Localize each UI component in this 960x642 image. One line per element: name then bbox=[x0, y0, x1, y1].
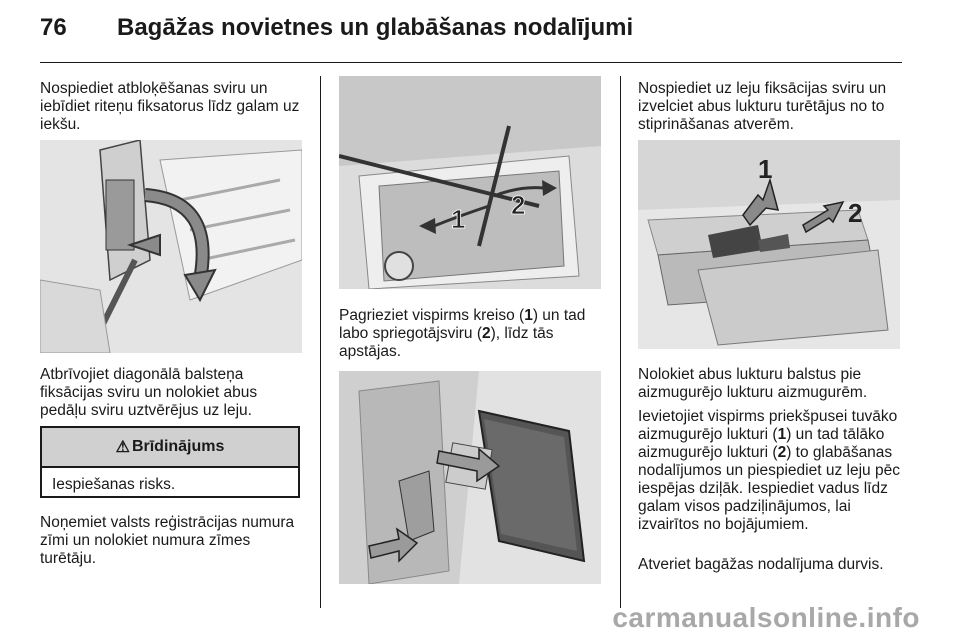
figure-rear-lamps bbox=[638, 140, 900, 349]
col3-para3-ref1: 1 bbox=[777, 426, 787, 443]
col1-paragraph-2: Atbrīvojiet diagonālā balsteņa fiksācijas sviru un nolokiet abus pedāļu sviru uztvērējus uz leju. bbox=[40, 366, 258, 419]
col2-para1-ref1: 1 bbox=[524, 307, 533, 324]
col1-paragraph-3: Noņemiet valsts reģistrācijas numura zīmi un nolokiet numura zīmes turētāju. bbox=[40, 514, 295, 567]
figure3-label-1: 1 bbox=[758, 154, 773, 184]
col3-para3-post: ) to glabāšanas nodalījumos un piespiediet uz leju pēc iespējas dziļāk. Iespiediet vadus līdz galam visos padziļinājumos, lai izvairītos no bojājumiem. bbox=[638, 444, 900, 533]
col3-paragraph-1: Nospiediet uz leju fiksācijas sviru un izvelciet abus lukturu turētājus no to stiprināšanas atverēm. bbox=[638, 80, 887, 133]
figure1-label-2: 2 bbox=[511, 190, 526, 220]
figure-licence-plate-holder bbox=[339, 371, 601, 584]
col2-paragraph-1 bbox=[339, 307, 609, 361]
column-divider-2 bbox=[620, 76, 621, 608]
warning-header bbox=[42, 428, 298, 468]
col1-paragraph-1: Nospiediet atbloķēšanas sviru un iebīdiet riteņu fiksatorus līdz galam uz iekšu. bbox=[40, 80, 300, 133]
col2-para1-mid: ) un tad labo spriegotājsviru ( bbox=[339, 307, 586, 342]
tensioner-levers-illustration bbox=[339, 76, 601, 289]
warning-triangle-icon: ⚠ bbox=[115, 439, 130, 456]
col3-paragraph-4: Atveriet bagāžas nodalījuma durvis. bbox=[638, 556, 884, 573]
figure-tensioner-levers bbox=[339, 76, 601, 289]
figure1-label-1: 1 bbox=[451, 204, 466, 234]
col3-para3-ref2: 2 bbox=[777, 444, 787, 461]
page-number: 76 bbox=[40, 14, 67, 41]
figure-wheel-lock bbox=[40, 140, 302, 353]
warning-box bbox=[40, 426, 300, 498]
watermark: carmanualsonline.info bbox=[612, 602, 920, 633]
col3-paragraph-2: Nolokiet abus lukturu balstus pie aizmugurējo lukturu aizmugurēm. bbox=[638, 366, 868, 401]
warning-text: Iespiešanas risks. bbox=[52, 476, 176, 493]
page-title: Bagāžas novietnes un glabāšanas nodalījumi bbox=[117, 14, 634, 41]
col2-para1-pre: Pagrieziet vispirms kreiso ( bbox=[339, 307, 525, 324]
col2-para1-post: ), līdz tās apstājas. bbox=[339, 325, 554, 360]
figure3-label-2: 2 bbox=[848, 198, 863, 228]
header-rule bbox=[40, 62, 902, 63]
wheel-lock-illustration bbox=[40, 140, 302, 353]
col3-para3-pre: Ievietojiet vispirms priekšpusei tuvāko aizmugurējo lukturi ( bbox=[638, 408, 898, 443]
col3-paragraph-3 bbox=[638, 408, 906, 534]
licence-plate-holder-illustration bbox=[339, 371, 601, 584]
rear-lamps-illustration bbox=[638, 140, 900, 349]
col3-para3-mid: ) un tad tālāko aizmugurējo lukturi ( bbox=[638, 426, 885, 461]
column-divider-1 bbox=[320, 76, 321, 608]
col2-para1-ref2: 2 bbox=[482, 325, 491, 342]
warning-title: Brīdinājums bbox=[131, 438, 225, 455]
